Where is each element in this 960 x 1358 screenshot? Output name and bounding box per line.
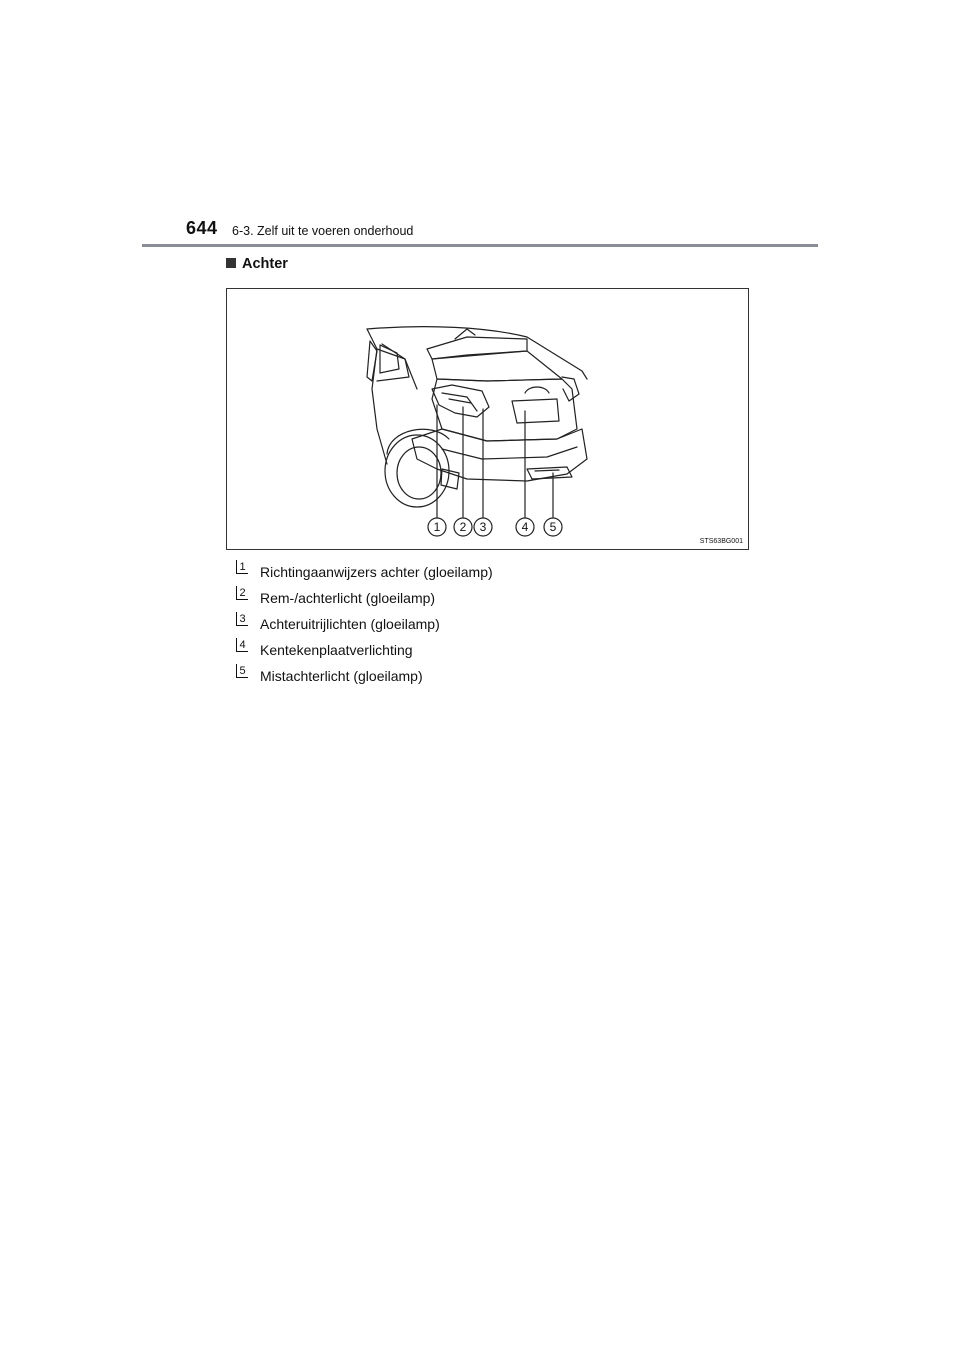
callout-label-3: 3 <box>479 520 487 534</box>
heading-label: Achter <box>242 256 288 272</box>
callout-label-5: 5 <box>549 520 557 534</box>
legend-number: 4 <box>236 638 248 652</box>
section-title: 6-3. Zelf uit te voeren onderhoud <box>232 224 414 238</box>
legend-text: Rem-/achterlicht (gloeilamp) <box>260 590 436 606</box>
legend-number: 3 <box>236 612 248 626</box>
callout-label-1: 1 <box>433 520 441 534</box>
callout-label-2: 2 <box>459 520 467 534</box>
legend-number: 1 <box>236 560 248 574</box>
callout-label-4: 4 <box>521 520 529 534</box>
legend-text: Mistachterlicht (gloeilamp) <box>260 668 423 684</box>
legend-text: Kentekenplaatverlichting <box>260 642 413 658</box>
legend-number: 2 <box>236 586 248 600</box>
legend-text: Achteruitrijlichten (gloeilamp) <box>260 616 440 632</box>
section-heading <box>226 256 288 272</box>
legend-text: Richtingaanwijzers achter (gloeilamp) <box>260 564 493 580</box>
page-number: 644 <box>186 218 218 238</box>
car-rear-illustration <box>227 289 748 549</box>
legend-number: 5 <box>236 664 248 678</box>
heading-square-icon <box>226 258 236 268</box>
figure-rear-lights <box>226 288 749 550</box>
header-rule <box>142 244 818 247</box>
figure-code: STS63BG001 <box>699 538 743 545</box>
